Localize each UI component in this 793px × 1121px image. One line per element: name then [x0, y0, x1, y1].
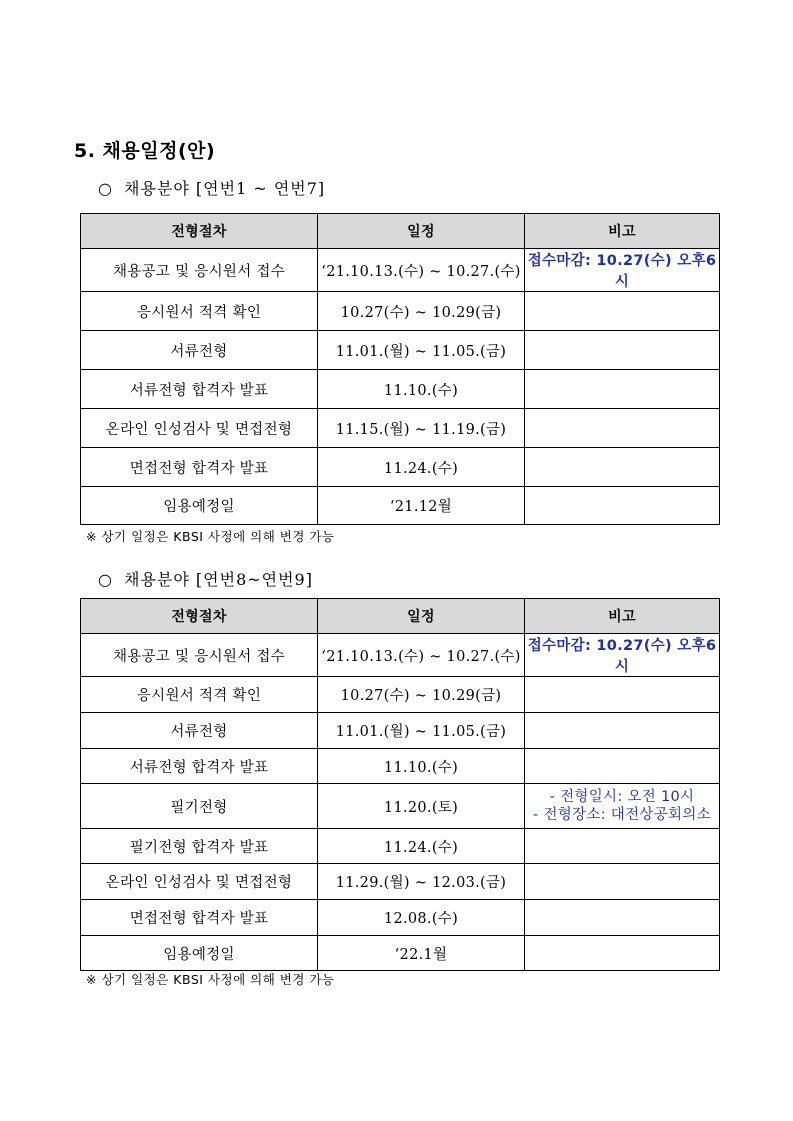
- step-cell: 서류전형 합격자 발표: [81, 370, 318, 409]
- note-cell: 접수마감: 10.27(수) 오후6시: [525, 634, 720, 677]
- header-date: 일정: [318, 599, 525, 634]
- note-cell: [525, 487, 720, 525]
- date-cell: 11.10.(수): [318, 749, 525, 784]
- table-row: [81, 331, 720, 370]
- note-cell: [525, 409, 720, 448]
- date-cell: 11.20.(토): [318, 784, 525, 829]
- table-row: [81, 829, 720, 864]
- table-row: [81, 784, 720, 829]
- table-row: [81, 677, 720, 713]
- note-cell: [525, 370, 720, 409]
- date-cell: ‘22.1월: [318, 936, 525, 971]
- step-cell: 채용공고 및 응시원서 접수: [81, 249, 318, 292]
- schedule-1-subheading: [98, 176, 325, 199]
- date-cell: ‘21.12월: [318, 487, 525, 525]
- step-cell: 임용예정일: [81, 936, 318, 971]
- step-cell: 임용예정일: [81, 487, 318, 525]
- date-cell: 11.24.(수): [318, 829, 525, 864]
- note-cell: [525, 864, 720, 900]
- table-header-row: [81, 599, 720, 634]
- note-cell: [525, 713, 720, 749]
- table-row: [81, 409, 720, 448]
- date-cell: ‘21.10.13.(수) ~ 10.27.(수): [318, 634, 525, 677]
- table-row: [81, 749, 720, 784]
- step-cell: 응시원서 적격 확인: [81, 292, 318, 331]
- note-cell: [525, 749, 720, 784]
- note-line: - 전형장소: 대전상공회의소: [533, 807, 711, 823]
- step-cell: 온라인 인성검사 및 면접전형: [81, 409, 318, 448]
- table-row: [81, 487, 720, 525]
- note-cell: 접수마감: 10.27(수) 오후6시: [525, 249, 720, 292]
- table-row: [81, 713, 720, 749]
- step-cell: 서류전형: [81, 713, 318, 749]
- header-note: 비고: [525, 599, 720, 634]
- note-cell: [525, 936, 720, 971]
- circle-bullet-icon: ○: [98, 570, 113, 589]
- table-row: [81, 249, 720, 292]
- header-date: 일정: [318, 214, 525, 249]
- date-cell: 11.01.(월) ~ 11.05.(금): [318, 331, 525, 370]
- circle-bullet-icon: ○: [98, 179, 113, 198]
- step-cell: 면접전형 합격자 발표: [81, 900, 318, 936]
- step-cell: 응시원서 적격 확인: [81, 677, 318, 713]
- header-note: 비고: [525, 214, 720, 249]
- note-cell: [525, 900, 720, 936]
- date-cell: 12.08.(수): [318, 900, 525, 936]
- step-cell: 온라인 인성검사 및 면접전형: [81, 864, 318, 900]
- table-row: [81, 292, 720, 331]
- step-cell: 필기전형 합격자 발표: [81, 829, 318, 864]
- note-cell: [525, 829, 720, 864]
- date-cell: 11.29.(월) ~ 12.03.(금): [318, 864, 525, 900]
- step-cell: 서류전형 합격자 발표: [81, 749, 318, 784]
- date-cell: 11.15.(월) ~ 11.19.(금): [318, 409, 525, 448]
- table-row: [81, 448, 720, 487]
- note-cell: [525, 448, 720, 487]
- schedule-1-footnote: ※ 상기 일정은 KBSI 사정에 의해 변경 가능: [86, 529, 335, 544]
- date-cell: 10.27(수) ~ 10.29(금): [318, 677, 525, 713]
- header-step: 전형절차: [81, 214, 318, 249]
- header-step: 전형절차: [81, 599, 318, 634]
- schedule-2-footnote: ※ 상기 일정은 KBSI 사정에 의해 변경 가능: [86, 972, 335, 987]
- note-cell: [525, 292, 720, 331]
- date-cell: 11.24.(수): [318, 448, 525, 487]
- step-cell: 서류전형: [81, 331, 318, 370]
- date-cell: 11.10.(수): [318, 370, 525, 409]
- step-cell: 필기전형: [81, 784, 318, 829]
- note-cell: [525, 331, 720, 370]
- table-row: [81, 370, 720, 409]
- table-row: [81, 900, 720, 936]
- table-row: [81, 634, 720, 677]
- date-cell: 11.01.(월) ~ 11.05.(금): [318, 713, 525, 749]
- schedule-2-table: [80, 598, 720, 971]
- note-cell: [525, 677, 720, 713]
- date-cell: ‘21.10.13.(수) ~ 10.27.(수): [318, 249, 525, 292]
- table-row: [81, 936, 720, 971]
- schedule-2-subheading: [98, 567, 313, 590]
- note-cell: [525, 784, 720, 829]
- step-cell: 채용공고 및 응시원서 접수: [81, 634, 318, 677]
- schedule-1-table: [80, 213, 720, 525]
- schedule-2-subheading-text: 채용분야 [연번8~연번9]: [124, 570, 313, 589]
- note-line: - 전형일시: 오전 10시: [549, 789, 695, 805]
- date-cell: 10.27(수) ~ 10.29(금): [318, 292, 525, 331]
- table-header-row: [81, 214, 720, 249]
- section-title: 5. 채용일정(안): [74, 140, 216, 162]
- schedule-1-subheading-text: 채용분야 [연번1 ~ 연번7]: [124, 179, 326, 198]
- step-cell: 면접전형 합격자 발표: [81, 448, 318, 487]
- table-row: [81, 864, 720, 900]
